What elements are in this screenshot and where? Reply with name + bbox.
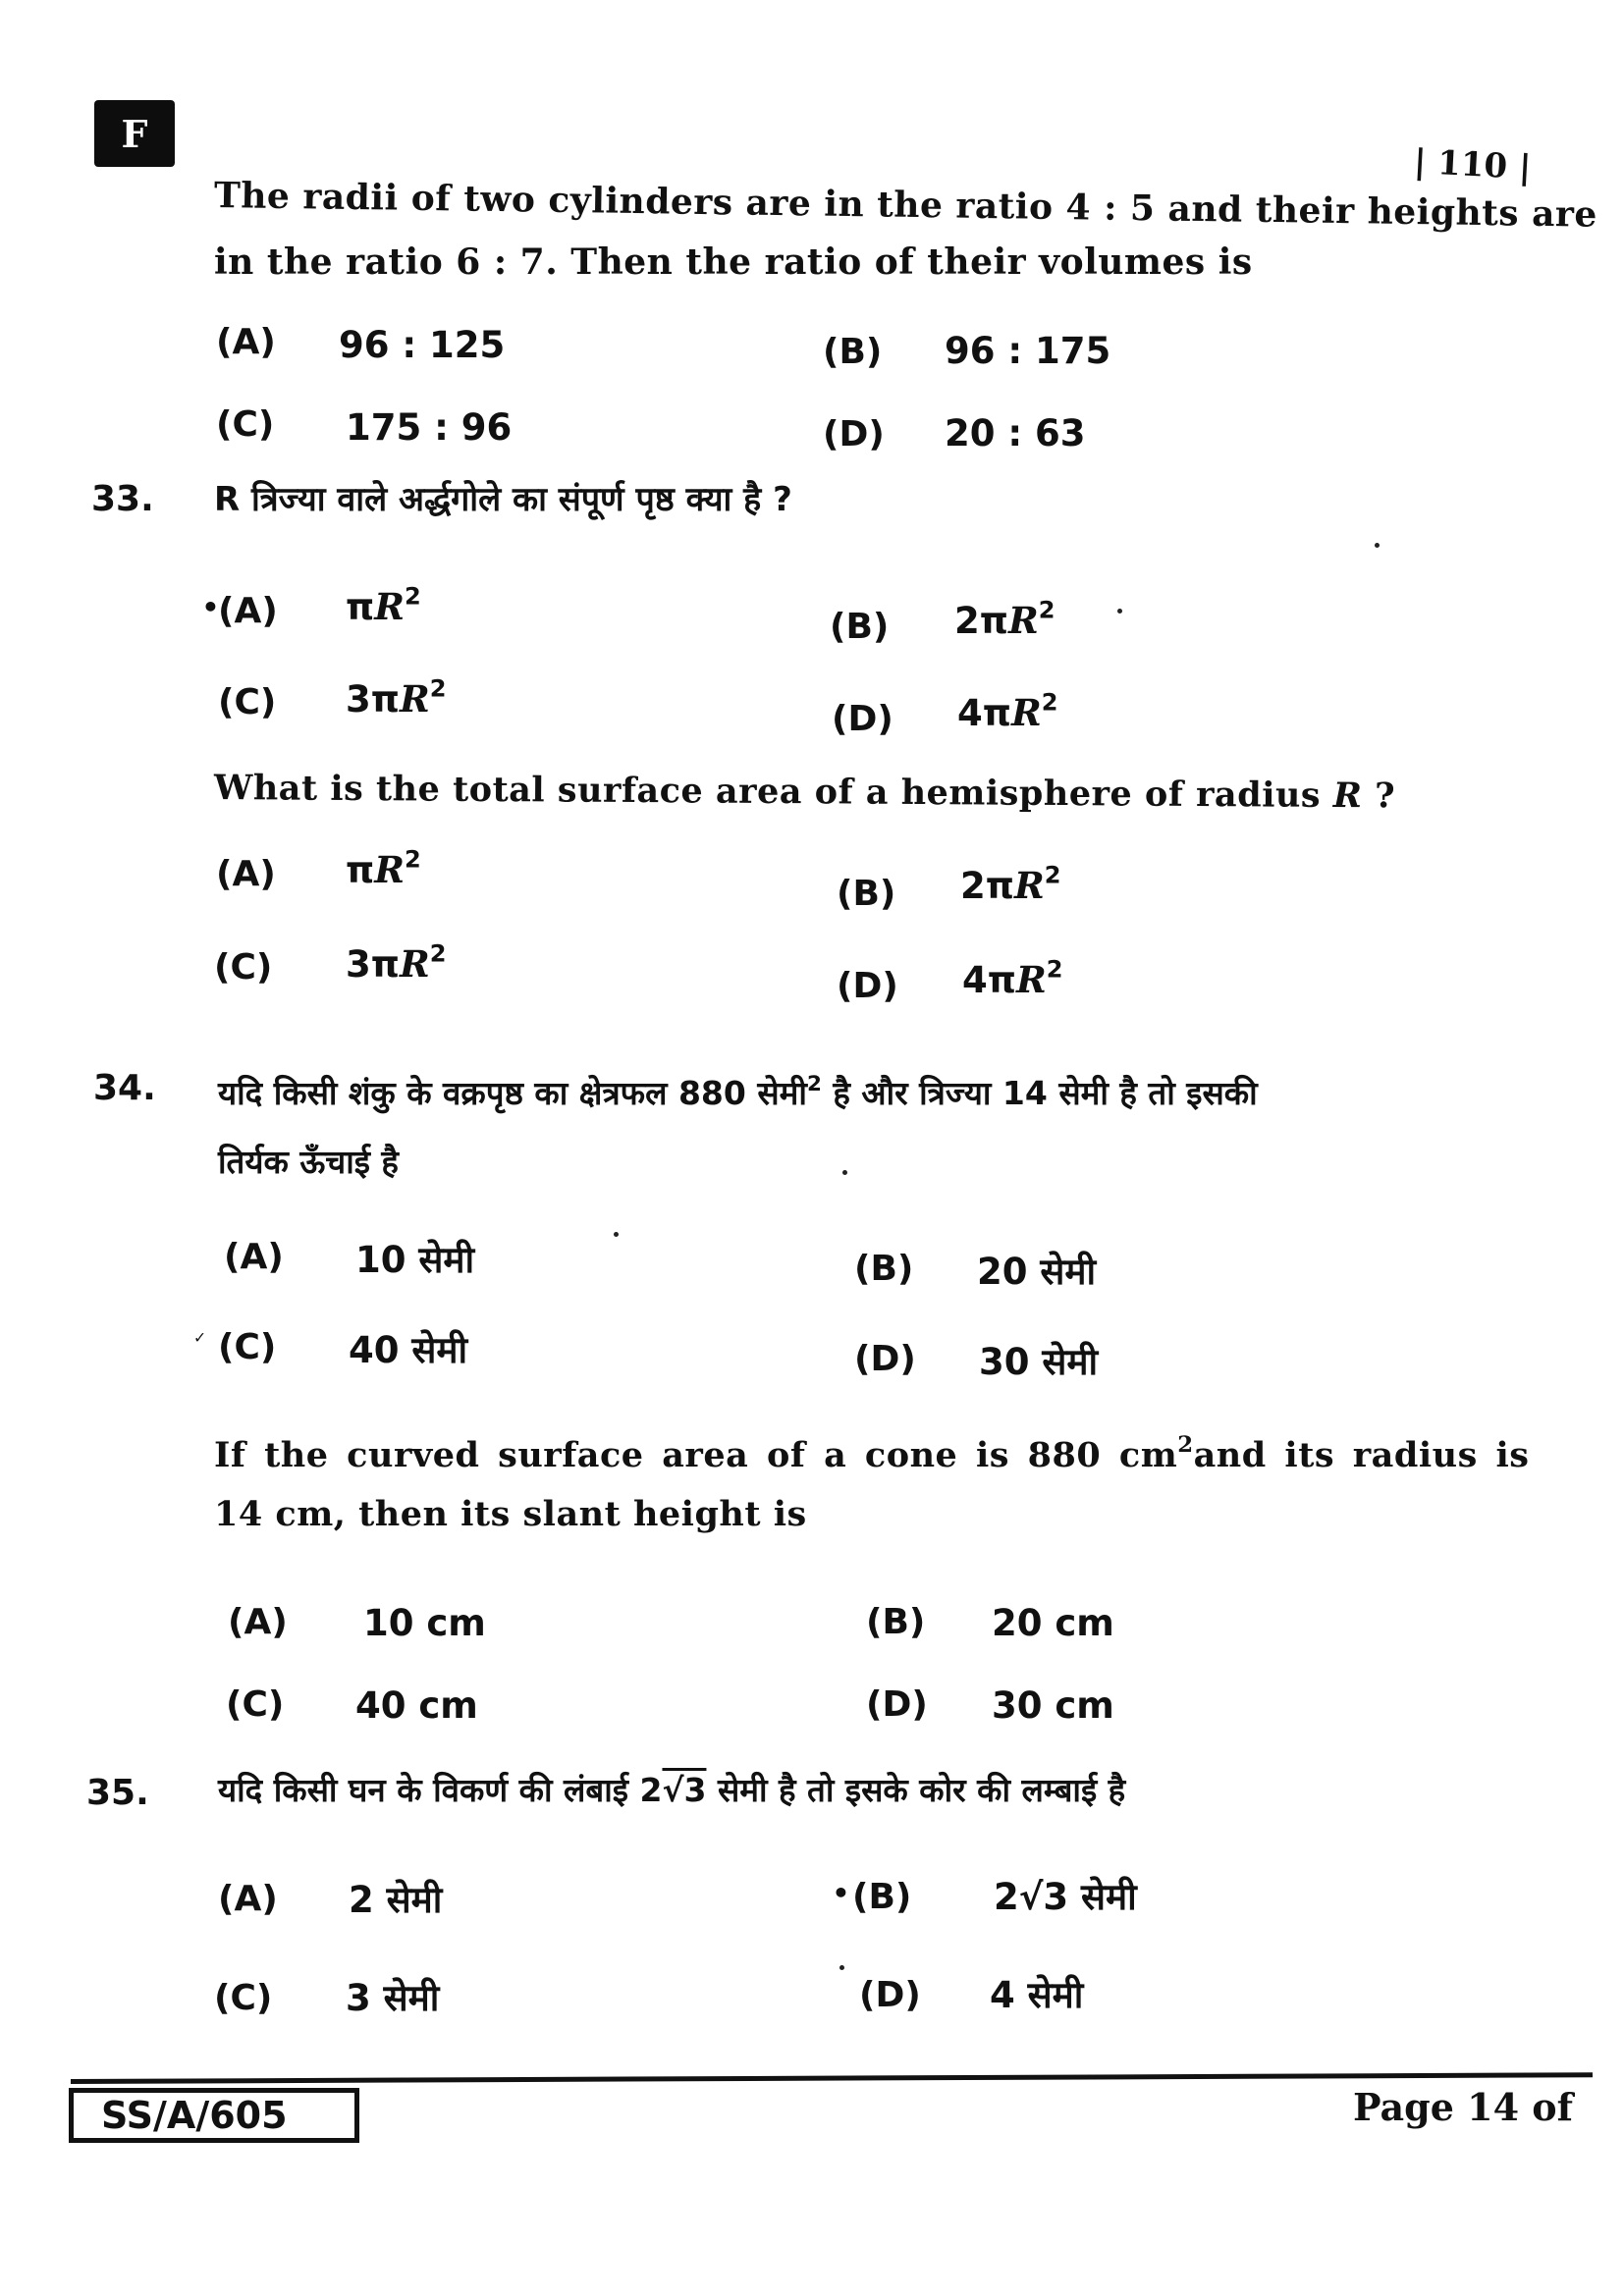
q33-english-suffix: ? (1362, 775, 1396, 817)
footer-rule (71, 2072, 1593, 2084)
q33-english-opt-b-label: (B) (837, 874, 896, 914)
exp: 2 (1044, 861, 1061, 889)
q33-english-opt-a-label: (A) (216, 854, 276, 894)
margin-mark: | 110 | (1413, 141, 1533, 188)
q34-english-opt-c-label: (C) (226, 1684, 285, 1725)
q32-opt-b-label: (B) (823, 332, 883, 372)
q35-answer-mark: • (833, 1877, 849, 1909)
q32-opt-b-value: 96 : 175 (945, 330, 1111, 372)
q33-hindi-opt-b-label: (B) (830, 607, 890, 647)
q35-opt-c-value: 3 सेमी (346, 1977, 440, 2019)
coef: π (346, 849, 375, 891)
q33-hindi-opt-c-value (346, 674, 447, 721)
scan-speck (1117, 609, 1122, 614)
q34-english-opt-d-value: 30 cm (992, 1684, 1114, 1727)
q33-hindi-opt-c-label: (C) (218, 682, 277, 722)
coef: 3π (346, 943, 401, 986)
q34-hindi-opt-b-value: 20 सेमी (977, 1251, 1097, 1293)
q34-hindi-prefix: यदि किसी शंकु के वक्रपृष्ठ का क्षेत्रफल 880 सेमी (218, 1074, 807, 1112)
q35-opt-b-value: 2√3 सेमी (994, 1876, 1137, 1918)
q32-english-line1: The radii of two cylinders are in the ratio 4 : 5 and their heights are (213, 175, 1598, 236)
q32-english-line2: in the ratio 6 : 7. Then the ratio of their volumes is (214, 241, 1253, 283)
q34-hindi-opt-a-label: (A) (224, 1237, 284, 1277)
q34-english-opt-a-label: (A) (228, 1602, 288, 1642)
q34-english-opt-d-label: (D) (866, 1684, 928, 1725)
q35-hindi-line1 (218, 1767, 1125, 1811)
var: R (374, 848, 406, 891)
var: R (1011, 691, 1042, 734)
q33-english-opt-c-label: (C) (214, 947, 273, 988)
q34-hindi-opt-d-value: 30 सेमी (979, 1341, 1099, 1383)
q34-hindi-opt-c-label: (C) (218, 1327, 277, 1367)
q35-opt-a-value: 2 सेमी (349, 1879, 443, 1921)
q34-english-opt-c-value: 40 cm (355, 1684, 478, 1727)
var: R (374, 585, 406, 628)
q33-english-opt-b-value (960, 861, 1061, 907)
q34-hindi-opt-c-value: 40 सेमी (349, 1329, 468, 1371)
q34-hindi-opt-a-value: 10 सेमी (355, 1239, 475, 1281)
q35-opt-d-value: 4 सेमी (990, 1974, 1084, 2016)
coef: 3π (346, 678, 401, 721)
q33-english-var: R (1332, 774, 1363, 817)
scan-speck (839, 1965, 844, 1970)
q35-opt-a-label: (A) (218, 1879, 278, 1919)
q32-opt-c-value: 175 : 96 (346, 406, 513, 449)
q34-english-exp: 2 (1177, 1432, 1194, 1459)
coef: 4π (962, 959, 1017, 1001)
q32-opt-a-label: (A) (216, 322, 276, 362)
q34-hindi-suffix: है और त्रिज्या 14 सेमी है तो इसकी (821, 1074, 1258, 1112)
coef: 2π (960, 865, 1015, 907)
q35-hindi-prefix: यदि किसी घन के विकर्ण की लंबाई 2 (218, 1771, 663, 1809)
q33-english-opt-c-value (346, 939, 447, 986)
q33-hindi-opt-a-value (346, 582, 421, 628)
paper-code: SS/A/605 (101, 2094, 288, 2137)
q34-hindi-opt-b-label: (B) (854, 1249, 914, 1289)
q32-opt-d-label: (D) (823, 414, 885, 454)
q34-hindi-opt-d-label: (D) (854, 1339, 916, 1379)
var: R (1016, 958, 1047, 1001)
q33-hindi-text: R त्रिज्या वाले अर्द्धगोले का संपूर्ण पृष्ठ क्या है ? (214, 480, 792, 519)
q34-hindi-line1 (218, 1070, 1258, 1114)
q33-number: 33. (91, 479, 154, 519)
coef: 2π (954, 600, 1009, 642)
q33-hindi-opt-d-value (957, 688, 1058, 734)
q35-hindi-suffix: सेमी है तो इसके कोर की लम्बाई है (706, 1771, 1126, 1809)
q35-hindi-sqrt: √3 (662, 1771, 707, 1809)
exp: 2 (405, 582, 421, 611)
var: R (400, 942, 430, 986)
q34-english-opt-a-value: 10 cm (363, 1602, 486, 1644)
q34-english-line1 (214, 1432, 1530, 1475)
scan-speck (1375, 543, 1380, 548)
q33-english-opt-d-value (962, 955, 1063, 1001)
q35-opt-d-label: (D) (859, 1975, 921, 2015)
q35-opt-b-label: (B) (852, 1877, 912, 1917)
q35-number: 35. (86, 1773, 149, 1813)
q32-opt-a-value: 96 : 125 (339, 324, 506, 366)
q32-opt-c-label: (C) (216, 404, 275, 445)
q32-opt-d-value: 20 : 63 (945, 412, 1086, 454)
q33-hindi-opt-a-label: (A) (218, 591, 278, 631)
q33-english-prefix: What is the total surface area of a hemisphere of radius (213, 768, 1333, 816)
var: R (400, 677, 430, 721)
exp: 2 (1038, 596, 1056, 624)
series-badge-label: F (121, 111, 148, 156)
var: R (1008, 599, 1039, 642)
exp: 2 (405, 845, 421, 874)
q34-english-prefix: If the curved surface area of a cone is 880 cm (214, 1435, 1178, 1475)
q34-number: 34. (93, 1068, 156, 1108)
q33-hindi-answer-mark: • (202, 591, 219, 623)
q33-english-text (214, 768, 1395, 816)
scan-speck (614, 1232, 619, 1237)
q33-hindi-opt-b-value (954, 596, 1056, 642)
q33-hindi-opt-d-label: (D) (832, 699, 893, 739)
coef: 4π (957, 692, 1012, 734)
var: R (1014, 864, 1045, 907)
q33-english-opt-d-label: (D) (837, 966, 898, 1006)
q34-hindi-line2: तिर्यक ऊँचाई है (218, 1143, 399, 1181)
q35-opt-c-label: (C) (214, 1978, 273, 2018)
q34-english-suffix: and its radius is (1193, 1435, 1530, 1475)
coef: π (346, 586, 375, 628)
q34-english-opt-b-label: (B) (866, 1602, 926, 1642)
exp: 2 (1046, 955, 1063, 984)
exp: 2 (429, 939, 447, 968)
exp: 2 (1041, 688, 1058, 717)
scan-speck (842, 1170, 847, 1175)
q33-english-opt-a-value (346, 845, 421, 891)
exp: 2 (429, 674, 447, 703)
series-badge (94, 100, 175, 167)
q34-english-opt-b-value: 20 cm (992, 1602, 1114, 1644)
q34-hindi-exp: 2 (806, 1072, 822, 1097)
q34-hindi-answer-mark: ✓ (194, 1327, 205, 1348)
q34-english-line2: 14 cm, then its slant height is (214, 1494, 807, 1534)
page-number: Page 14 of (1353, 2085, 1573, 2129)
paper-code-box (69, 2088, 359, 2143)
